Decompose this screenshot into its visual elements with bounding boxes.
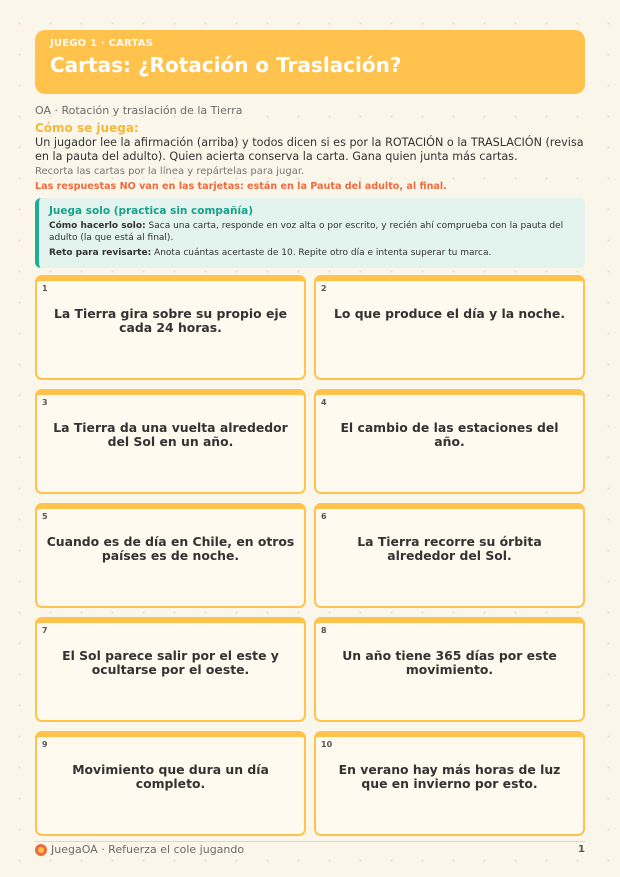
card-number: 6: [321, 512, 327, 521]
card-number: 1: [42, 284, 48, 293]
solo-title: Juega solo (practica sin compañía): [49, 205, 253, 217]
learning-objective: OA · Rotación y traslación de la Tierra: [35, 104, 243, 117]
solo-challenge: [49, 247, 575, 259]
card: [314, 503, 585, 608]
header-kicker: JUEGO 1 · CARTAS: [50, 38, 154, 49]
card: [314, 731, 585, 836]
card-number: 7: [42, 626, 48, 635]
warning-note: Las respuestas NO van en las tarjetas: están en la Pauta del adulto, al final.: [35, 181, 447, 192]
footer-divider: [35, 841, 585, 842]
page-number: 1: [578, 844, 585, 855]
card: [35, 503, 306, 608]
card-number: 2: [321, 284, 327, 293]
card: [35, 275, 306, 380]
logo-icon: [35, 844, 47, 856]
solo-challenge-label: Reto para revisarte:: [49, 248, 152, 258]
card-number: 10: [321, 740, 333, 749]
card-text: Lo que produce el día y la noche.: [333, 306, 566, 321]
card-text: Un año tiene 365 días por este movimiento.: [342, 648, 557, 677]
card-text: El cambio de las estaciones del año.: [340, 420, 559, 449]
card: [314, 617, 585, 722]
card: [35, 731, 306, 836]
header-banner: [35, 30, 585, 94]
card-text: Movimiento que dura un día completo.: [72, 762, 269, 791]
card-text: La Tierra recorre su órbita alrededor del Sol.: [357, 534, 542, 563]
solo-how: [49, 220, 575, 244]
card-text: La Tierra da una vuelta alrededor del Sol en un año.: [53, 420, 288, 449]
card: [314, 389, 585, 494]
cut-note: Recorta las cartas por la línea y repártelas para jugar.: [35, 166, 305, 177]
card-number: 8: [321, 626, 327, 635]
card-text: La Tierra gira sobre su propio eje cada 24 horas.: [53, 306, 288, 335]
card: [314, 275, 585, 380]
page-title: Cartas: ¿Rotación o Traslación?: [50, 53, 402, 77]
howto-heading: Cómo se juega:: [35, 121, 139, 135]
card-text: Cuando es de día en Chile, en otros países es de noche.: [46, 534, 295, 563]
solo-how-text: Saca una carta, responde en voz alta o por escrito, y recién ahí comprueba con la pauta del adulto (la que está al final).: [49, 221, 564, 243]
card-text: En verano hay más horas de luz que en invierno por esto.: [338, 762, 561, 791]
card: [35, 617, 306, 722]
footer: [35, 843, 244, 856]
card-number: 3: [42, 398, 48, 407]
card-text: El Sol parece salir por el este y ocultarse por el oeste.: [62, 648, 279, 677]
solo-box: [35, 198, 585, 268]
footer-text: JuegaOA · Refuerza el cole jugando: [51, 843, 245, 856]
card-number: 9: [42, 740, 48, 749]
card-number: 4: [321, 398, 327, 407]
howto-text: Un jugador lee la afirmación (arriba) y todos dicen si es por la ROTACIÓN o la TRASLACIÓN (revisa en la pauta del adulto). Quien acierta conserva la carta. Gana quien junta más cartas.: [35, 136, 584, 163]
solo-challenge-text: Anota cuántas acertaste de 10. Repite otro día e intenta superar tu marca.: [151, 248, 492, 258]
solo-how-label: Cómo hacerlo solo:: [49, 221, 146, 231]
card-number: 5: [42, 512, 48, 521]
card: [35, 389, 306, 494]
